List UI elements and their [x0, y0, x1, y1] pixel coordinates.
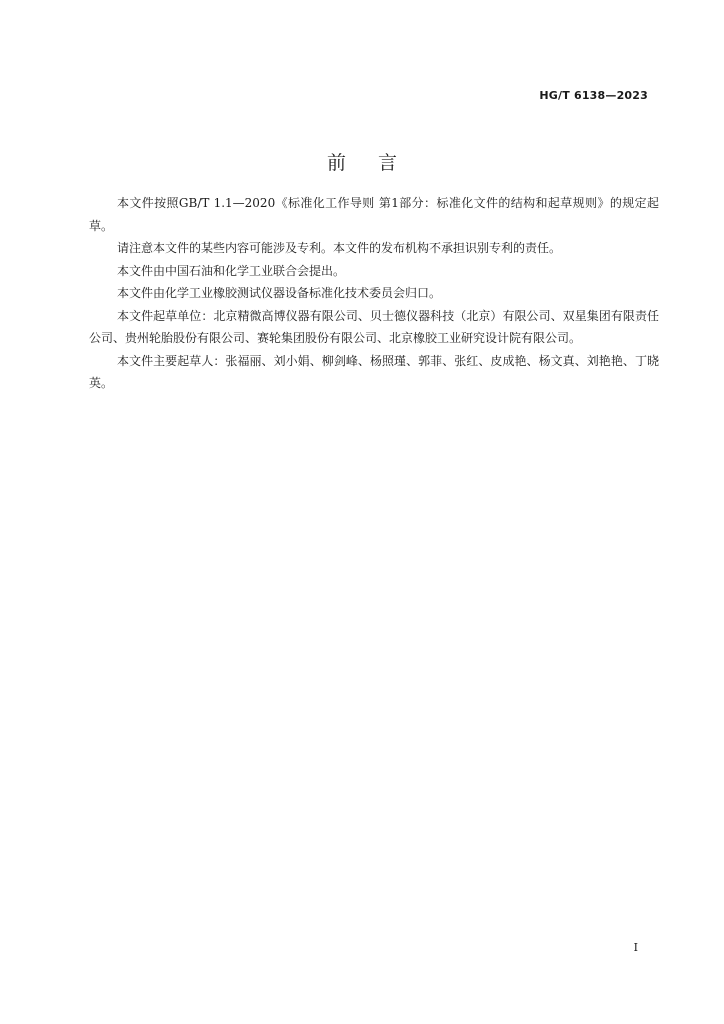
- page-title: 前言: [326, 152, 429, 174]
- paragraph-patent-notice: 请注意本文件的某些内容可能涉及专利。本文件的发布机构不承担识别专利的责任。: [117, 241, 562, 255]
- paragraph-proposer: 本文件由中国石油和化学工业联合会提出。: [117, 263, 346, 278]
- paragraph-drafting-units: 本文件起草单位：北京精微高博仪器有限公司、贝士德仪器科技（北京）有限公司、双星集团有限责任公司、贵州轮胎股份有限公司、赛轮集团股份有限公司、北京橡胶工业研究设计院有限公司。: [89, 308, 659, 345]
- foreword-body: [89, 192, 659, 395]
- standard-number: HG/T 6138—2023: [539, 89, 648, 102]
- paragraph-drafters: 本文件主要起草人：张福丽、刘小娟、柳剑峰、杨照瑾、郭菲、张红、皮成艳、杨文真、刘艳艳、丁晓英。: [89, 353, 659, 390]
- paragraph-drafting-rules: 本文件按照GB/T 1.1—2020《标准化工作导则 第1部分：标准化文件的结构和起草规则》的规定起草。: [89, 196, 659, 233]
- page-number: I: [633, 941, 638, 954]
- paragraph-committee: 本文件由化学工业橡胶测试仪器设备标准化技术委员会归口。: [117, 286, 442, 300]
